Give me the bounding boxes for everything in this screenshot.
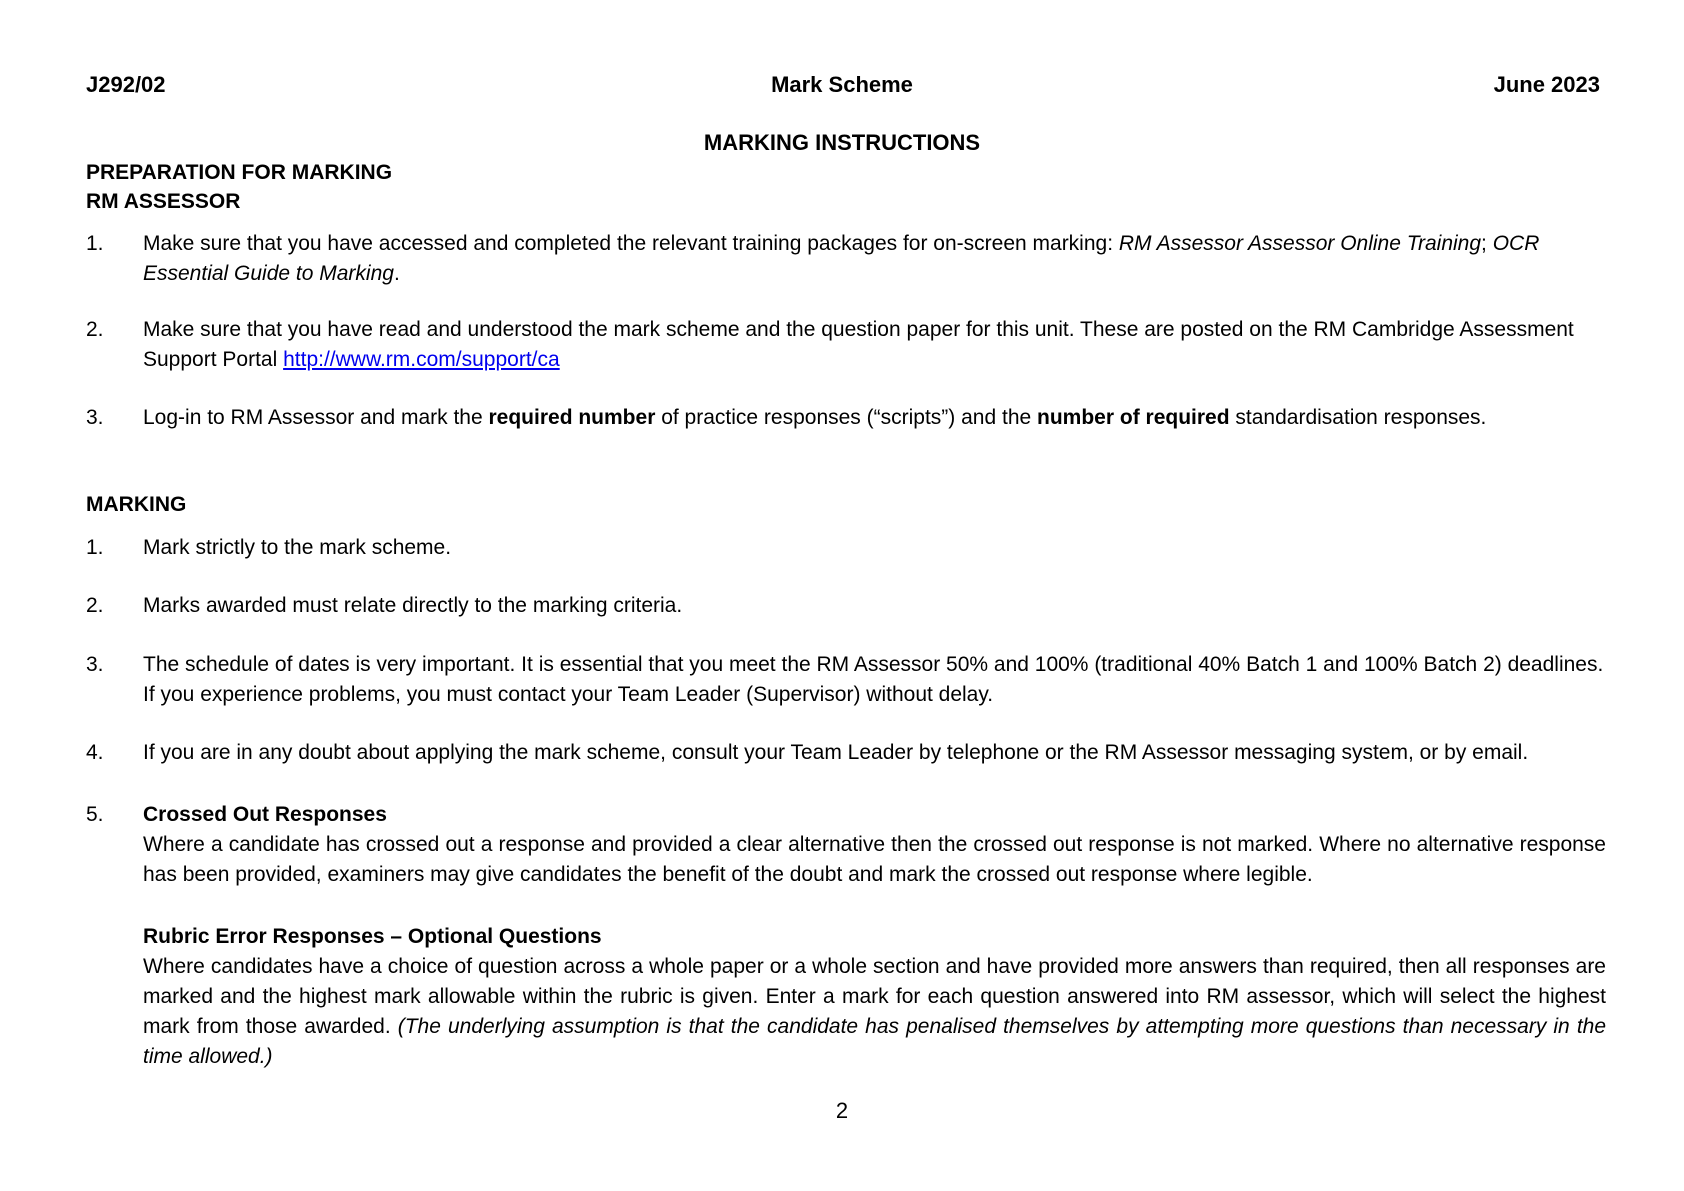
item-text: The schedule of dates is very important. It is essential that you meet the RM Assessor 50% and 100% (traditional 40% Batch 1 and 100% Batch 2) deadlines. If you experience problems, you must contact your Team Leader (Supervisor) without delay. [143, 653, 1604, 706]
text-run: Make sure that you have read and understood the mark scheme and the question paper for this unit. These are posted on the RM Cambridge Assessment Support Portal [143, 318, 1574, 371]
italic-title-run: OCR Essential Guide to Marking [143, 232, 1540, 285]
crossed-out-text: Where a candidate has crossed out a response and provided a clear alternative then the crossed out response is not marked. Where no alternative response has been provided, examiners may give candidates the benefit of the doubt and mark the crossed out response where legible. [143, 833, 1606, 886]
text-run: of practice responses (“scripts”) and the [655, 406, 1038, 429]
bold-run: number of required [1037, 406, 1230, 429]
item-text [143, 403, 1606, 433]
marking-heading: MARKING [86, 493, 187, 516]
paper-code: J292/02 [86, 72, 166, 97]
text-run: Make sure that you have accessed and completed the relevant training packages for on-screen marking: [143, 232, 1119, 255]
page-number: 2 [835, 1098, 849, 1123]
support-portal-link[interactable]: http://www.rm.com/support/ca [283, 348, 560, 371]
rubric-error-heading: Rubric Error Responses – Optional Questions [143, 925, 602, 948]
prep-subheading: RM ASSESSOR [86, 190, 241, 213]
end-run: . [393, 262, 400, 285]
header-title: Mark Scheme [771, 72, 913, 97]
crossed-out-heading: Crossed Out Responses [143, 803, 387, 826]
italic-run: (The underlying assumption is that the candidate has penalised themselves by attempting more questions than necessary in the time allowed.) [143, 1015, 1607, 1068]
item-text: Mark strictly to the mark scheme. [143, 536, 452, 559]
item-number: 3. [86, 406, 104, 429]
item-number: 2. [86, 318, 104, 341]
item-text: If you are in any doubt about applying the mark scheme, consult your Team Leader by telephone or the RM Assessor messaging system, or by email. [143, 741, 1529, 764]
prep-heading: PREPARATION FOR MARKING [86, 161, 393, 184]
item-number: 1. [86, 232, 104, 255]
rubric-error-text [143, 952, 1606, 1072]
item-number: 3. [86, 653, 104, 676]
item-text [143, 229, 1606, 289]
text-run: Log-in to RM Assessor and mark the [143, 406, 489, 429]
item-number: 4. [86, 741, 104, 764]
page-title: MARKING INSTRUCTIONS [703, 130, 981, 155]
text-run: standardisation responses. [1229, 406, 1487, 429]
item-number: 1. [86, 536, 104, 559]
item-text [143, 315, 1606, 375]
item-number: 2. [86, 594, 104, 617]
text-run: Where candidates have a choice of question across a whole paper or a whole section and have provided more answers than required, then all responses are marked and the highest mark allowable within the rubric is given. Enter a mark for each question answered into RM assessor, which will select the highest mark from those awarded. [143, 955, 1606, 1038]
item-text: Marks awarded must relate directly to the marking criteria. [143, 594, 683, 617]
separator-run: ; [1481, 232, 1493, 255]
item-body [143, 800, 1606, 1072]
item-number: 5. [86, 803, 104, 826]
italic-title-run: RM Assessor Assessor Online Training [1118, 232, 1482, 255]
header-date: June 2023 [1493, 72, 1600, 97]
bold-run: required number [488, 406, 656, 429]
